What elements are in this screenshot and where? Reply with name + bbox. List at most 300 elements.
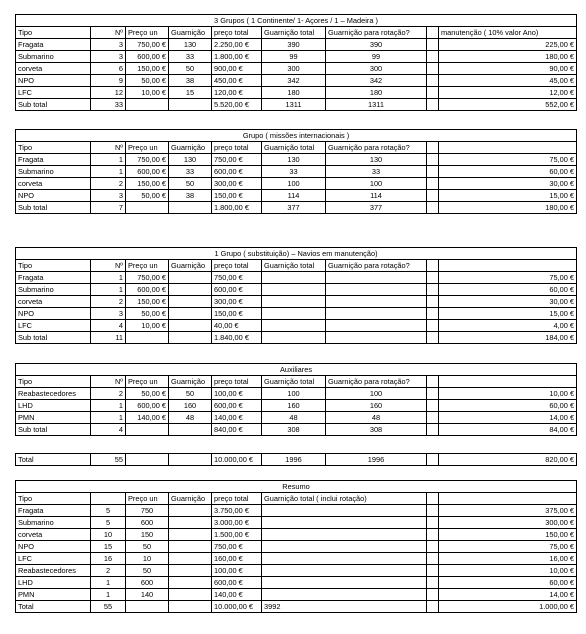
preco-un-cell: 750,00 € (126, 272, 169, 284)
guarnicao-rotacao-cell: 130 (326, 154, 427, 166)
manutencao-cell: 12,00 € (439, 87, 577, 99)
preco-total-cell: 750,00 € (212, 541, 262, 553)
guarnicao-rotacao-cell: 1996 (326, 454, 427, 466)
preco-un-cell: 600,00 € (126, 400, 169, 412)
table-row (16, 87, 577, 99)
preco-total-cell: 600,00 € (212, 166, 262, 178)
guarnicao-rotacao-cell: 390 (326, 39, 427, 51)
guarnicao-total-cell: 99 (262, 51, 326, 63)
manutencao-cell: 180,00 € (439, 51, 577, 63)
guarnicao-rotacao-cell: 100 (326, 178, 427, 190)
preco-un-cell: 600,00 € (126, 284, 169, 296)
manutencao-cell: 552,00 € (439, 99, 577, 111)
guarnicao-total-cell (262, 332, 326, 344)
preco-total-cell: 120,00 € (212, 87, 262, 99)
preco-total-cell: 1.840,00 € (212, 332, 262, 344)
spacer-cell (427, 541, 439, 553)
preco-total-cell: 300,00 € (212, 296, 262, 308)
manutencao-cell: 10,00 € (439, 388, 577, 400)
manutencao-cell: 150,00 € (439, 529, 577, 541)
preco-total-cell: 1.800,00 € (212, 202, 262, 214)
preco-total-cell: 2.250,00 € (212, 39, 262, 51)
tipo-cell: Reabastecedores (16, 388, 91, 400)
n-cell: 3 (91, 308, 126, 320)
guarnicao-rotacao-cell (326, 272, 427, 284)
guarnicao-total-cell (262, 577, 427, 589)
guarnicao-cell: 15 (169, 87, 212, 99)
table-row (16, 601, 577, 613)
table-row (16, 400, 577, 412)
guarnicao-rotacao-cell: 100 (326, 388, 427, 400)
spacer-cell (427, 154, 439, 166)
section-title: 3 Grupos ( 1 Continente/ 1- Açores / 1 – Madeira ) (16, 15, 577, 27)
header-tipo-cell: Tipo (16, 260, 91, 272)
header-row (16, 27, 577, 39)
manutencao-cell: 60,00 € (439, 166, 577, 178)
guarnicao-total-cell: 180 (262, 87, 326, 99)
preco-un-cell: 600 (126, 577, 169, 589)
guarnicao-total-cell: 130 (262, 154, 326, 166)
spacer-cell (427, 589, 439, 601)
spacer-cell (427, 577, 439, 589)
spacer-cell (427, 454, 439, 466)
guarnicao-cell (169, 553, 212, 565)
header-row (16, 493, 577, 505)
guarnicao-cell (169, 332, 212, 344)
guarnicao-cell (169, 565, 212, 577)
header-guarnicao-total-cell: Guarnição total (262, 376, 326, 388)
table-row (16, 272, 577, 284)
header-row (16, 142, 577, 154)
guarnicao-rotacao-cell: 342 (326, 75, 427, 87)
manutencao-cell: 45,00 € (439, 75, 577, 87)
manutencao-cell: 30,00 € (439, 178, 577, 190)
guarnicao-rotacao-cell: 377 (326, 202, 427, 214)
guarnicao-cell (169, 577, 212, 589)
n-cell: 1 (91, 577, 126, 589)
tipo-cell: LFC (16, 553, 91, 565)
preco-un-cell: 140,00 € (126, 412, 169, 424)
n-cell: 55 (91, 601, 126, 613)
manutencao-cell: 75,00 € (439, 272, 577, 284)
tipo-cell: corveta (16, 529, 91, 541)
spacer-cell (427, 296, 439, 308)
n-cell: 10 (91, 529, 126, 541)
tipo-cell: NPO (16, 308, 91, 320)
header-guarnicao-total-cell: Guarnição total (262, 142, 326, 154)
guarnicao-cell (169, 99, 212, 111)
spacer-cell (427, 308, 439, 320)
spacer-cell (427, 400, 439, 412)
tipo-cell: corveta (16, 63, 91, 75)
n-cell: 1 (91, 412, 126, 424)
header-preco-un-cell: Preço un (126, 260, 169, 272)
spacer-cell (427, 75, 439, 87)
section-title-row (16, 364, 577, 376)
preco-total-cell: 750,00 € (212, 272, 262, 284)
header-tipo-cell: Tipo (16, 142, 91, 154)
header-spacer-cell (427, 142, 439, 154)
preco-un-cell: 150,00 € (126, 178, 169, 190)
manutencao-cell: 84,00 € (439, 424, 577, 436)
grand-total (15, 453, 576, 466)
tipo-cell: Sub total (16, 202, 91, 214)
manutencao-cell: 1.000,00 € (439, 601, 577, 613)
header-guarnicao-cell: Guarnição (169, 27, 212, 39)
header-spacer-cell (427, 493, 439, 505)
manutencao-cell: 60,00 € (439, 400, 577, 412)
preco-un-cell: 600,00 € (126, 51, 169, 63)
guarnicao-total-cell (262, 541, 427, 553)
preco-un-cell: 50,00 € (126, 190, 169, 202)
section-table (15, 247, 577, 344)
tipo-cell: Sub total (16, 332, 91, 344)
tipo-cell: Sub total (16, 424, 91, 436)
resumo-table (15, 480, 577, 613)
guarnicao-cell (169, 454, 212, 466)
section-title: 1 Grupo ( substituição) – Navios em manutenção) (16, 248, 577, 260)
manutencao-cell: 820,00 € (439, 454, 577, 466)
manutencao-cell: 16,00 € (439, 553, 577, 565)
header-spacer-cell (427, 376, 439, 388)
table-row (16, 178, 577, 190)
n-cell: 5 (91, 505, 126, 517)
preco-total-cell: 1.800,00 € (212, 51, 262, 63)
header-tipo-cell: Tipo (16, 493, 91, 505)
guarnicao-total-cell: 114 (262, 190, 326, 202)
table-row (16, 284, 577, 296)
header-preco-total-cell: preço total (212, 493, 262, 505)
header-guarnicao-cell: Guarnição (169, 493, 212, 505)
spacer-cell (427, 166, 439, 178)
section-title-row (16, 15, 577, 27)
tipo-cell: NPO (16, 190, 91, 202)
guarnicao-rotacao-cell (326, 320, 427, 332)
guarnicao-total-cell: 390 (262, 39, 326, 51)
header-guarnicao-rotacao-cell: Guarnição para rotação? (326, 376, 427, 388)
preco-total-cell: 840,00 € (212, 424, 262, 436)
header-row (16, 376, 577, 388)
preco-un-cell (126, 332, 169, 344)
preco-un-cell: 10 (126, 553, 169, 565)
guarnicao-total-cell: 160 (262, 400, 326, 412)
preco-total-cell: 150,00 € (212, 190, 262, 202)
table-row (16, 565, 577, 577)
guarnicao-cell (169, 272, 212, 284)
header-guarnicao-cell: Guarnição (169, 260, 212, 272)
spacer-cell (427, 51, 439, 63)
section-title-row (16, 130, 577, 142)
preco-total-cell: 10.000,00 € (212, 601, 262, 613)
table-row (16, 190, 577, 202)
guarnicao-cell: 50 (169, 178, 212, 190)
guarnicao-cell (169, 296, 212, 308)
guarnicao-cell: 48 (169, 412, 212, 424)
spacer-cell (427, 412, 439, 424)
table-row (16, 51, 577, 63)
preco-un-cell: 10,00 € (126, 320, 169, 332)
preco-un-cell: 10,00 € (126, 87, 169, 99)
table-row (16, 589, 577, 601)
section-auxiliares (15, 363, 576, 436)
tipo-cell: LFC (16, 320, 91, 332)
tipo-cell: Fragata (16, 154, 91, 166)
guarnicao-cell (169, 517, 212, 529)
guarnicao-rotacao-cell: 48 (326, 412, 427, 424)
preco-total-cell: 750,00 € (212, 154, 262, 166)
table-row (16, 39, 577, 51)
guarnicao-cell (169, 320, 212, 332)
manutencao-cell: 375,00 € (439, 505, 577, 517)
table-row (16, 296, 577, 308)
guarnicao-rotacao-cell (326, 308, 427, 320)
spacer-cell (427, 505, 439, 517)
header-spacer-cell (427, 27, 439, 39)
tipo-cell: LFC (16, 87, 91, 99)
table-row (16, 202, 577, 214)
spacer-cell (427, 320, 439, 332)
preco-total-cell: 10.000,00 € (212, 454, 262, 466)
tipo-cell: Submarino (16, 517, 91, 529)
n-cell: 2 (91, 178, 126, 190)
spacer-cell (427, 388, 439, 400)
guarnicao-total-cell: 1996 (262, 454, 326, 466)
guarnicao-cell: 160 (169, 400, 212, 412)
n-cell: 16 (91, 553, 126, 565)
guarnicao-cell: 50 (169, 388, 212, 400)
guarnicao-rotacao-cell: 308 (326, 424, 427, 436)
n-cell: 3 (91, 51, 126, 63)
preco-un-cell: 150 (126, 529, 169, 541)
guarnicao-total-cell (262, 272, 326, 284)
n-cell: 15 (91, 541, 126, 553)
guarnicao-cell (169, 424, 212, 436)
guarnicao-total-cell (262, 505, 427, 517)
header-guarnicao-rotacao-cell: Guarnição para rotação? (326, 27, 427, 39)
table-row (16, 63, 577, 75)
n-cell: 11 (91, 332, 126, 344)
tipo-cell: Total (16, 454, 91, 466)
n-cell: 2 (91, 565, 126, 577)
spacer-cell (427, 601, 439, 613)
manutencao-cell: 15,00 € (439, 190, 577, 202)
section-table (15, 129, 577, 214)
guarnicao-rotacao-cell (326, 284, 427, 296)
spacer-cell (427, 63, 439, 75)
preco-total-cell: 3.000,00 € (212, 517, 262, 529)
preco-un-cell: 150,00 € (126, 296, 169, 308)
manutencao-cell: 30,00 € (439, 296, 577, 308)
guarnicao-cell: 33 (169, 51, 212, 63)
manutencao-cell: 300,00 € (439, 517, 577, 529)
manutencao-cell: 60,00 € (439, 284, 577, 296)
n-cell: 1 (91, 589, 126, 601)
total-table (15, 453, 577, 466)
tipo-cell: NPO (16, 75, 91, 87)
table-row (16, 505, 577, 517)
tipo-cell: LHD (16, 400, 91, 412)
guarnicao-cell: 33 (169, 166, 212, 178)
header-n-cell: Nº (91, 142, 126, 154)
guarnicao-total-cell: 33 (262, 166, 326, 178)
header-manutencao-cell (439, 142, 577, 154)
manutencao-cell: 60,00 € (439, 577, 577, 589)
header-n-cell: Nº (91, 376, 126, 388)
guarnicao-rotacao-cell: 1311 (326, 99, 427, 111)
guarnicao-total-cell (262, 565, 427, 577)
preco-un-cell: 750 (126, 505, 169, 517)
spacer-cell (427, 332, 439, 344)
tipo-cell: Submarino (16, 166, 91, 178)
n-cell: 4 (91, 424, 126, 436)
header-row (16, 260, 577, 272)
section-title: Auxiliares (16, 364, 577, 376)
preco-un-cell (126, 454, 169, 466)
section-missoes (15, 129, 576, 214)
header-preco-un-cell: Preço un (126, 493, 169, 505)
spacer-cell (427, 565, 439, 577)
spacer-cell (427, 553, 439, 565)
header-preco-un-cell: Preço un (126, 27, 169, 39)
manutencao-cell: 225,00 € (439, 39, 577, 51)
preco-total-cell: 1.500,00 € (212, 529, 262, 541)
section-title-row (16, 481, 577, 493)
tipo-cell: Reabastecedores (16, 565, 91, 577)
table-row (16, 332, 577, 344)
header-manutencao-cell (439, 376, 577, 388)
tipo-cell: LHD (16, 577, 91, 589)
section-title-row (16, 248, 577, 260)
spacer-cell (427, 87, 439, 99)
tipo-cell: Submarino (16, 284, 91, 296)
spacer-cell (427, 517, 439, 529)
guarnicao-cell (169, 529, 212, 541)
preco-total-cell: 40,00 € (212, 320, 262, 332)
table-row (16, 424, 577, 436)
guarnicao-cell: 130 (169, 39, 212, 51)
total-row (16, 454, 577, 466)
preco-total-cell: 900,00 € (212, 63, 262, 75)
n-cell: 5 (91, 517, 126, 529)
table-row (16, 529, 577, 541)
n-cell: 1 (91, 272, 126, 284)
n-cell: 1 (91, 400, 126, 412)
preco-total-cell: 160,00 € (212, 553, 262, 565)
manutencao-cell: 10,00 € (439, 565, 577, 577)
guarnicao-rotacao-cell: 33 (326, 166, 427, 178)
guarnicao-cell: 38 (169, 190, 212, 202)
preco-un-cell: 50,00 € (126, 388, 169, 400)
preco-total-cell: 450,00 € (212, 75, 262, 87)
tipo-cell: Fragata (16, 505, 91, 517)
header-preco-un-cell: Preço un (126, 376, 169, 388)
n-cell: 1 (91, 166, 126, 178)
tipo-cell: corveta (16, 178, 91, 190)
guarnicao-total-cell: 100 (262, 178, 326, 190)
table-row (16, 320, 577, 332)
guarnicao-total-cell: 308 (262, 424, 326, 436)
table-row (16, 577, 577, 589)
manutencao-cell: 184,00 € (439, 332, 577, 344)
section-title: Grupo ( missões internacionais ) (16, 130, 577, 142)
header-guarnicao-cell: Guarnição (169, 376, 212, 388)
guarnicao-total-cell (262, 284, 326, 296)
guarnicao-cell (169, 589, 212, 601)
n-cell: 4 (91, 320, 126, 332)
preco-total-cell: 150,00 € (212, 308, 262, 320)
preco-total-cell: 300,00 € (212, 178, 262, 190)
header-tipo-cell: Tipo (16, 376, 91, 388)
preco-un-cell: 750,00 € (126, 39, 169, 51)
table-row (16, 154, 577, 166)
spacer-cell (427, 190, 439, 202)
tipo-cell: Fragata (16, 39, 91, 51)
preco-un-cell: 50,00 € (126, 75, 169, 87)
guarnicao-rotacao-cell: 300 (326, 63, 427, 75)
preco-un-cell: 50 (126, 565, 169, 577)
n-cell: 1 (91, 284, 126, 296)
header-guarnicao-total-cell: Guarnição total (262, 27, 326, 39)
manutencao-cell: 14,00 € (439, 412, 577, 424)
manutencao-cell: 75,00 € (439, 541, 577, 553)
table-row (16, 75, 577, 87)
spacer-cell (427, 424, 439, 436)
n-cell: 33 (91, 99, 126, 111)
header-n-cell (91, 493, 126, 505)
guarnicao-cell (169, 202, 212, 214)
preco-un-cell: 150,00 € (126, 63, 169, 75)
n-cell: 3 (91, 39, 126, 51)
tipo-cell: Submarino (16, 51, 91, 63)
preco-un-cell (126, 99, 169, 111)
spacer-cell (427, 529, 439, 541)
guarnicao-cell (169, 601, 212, 613)
preco-total-cell: 5.520,00 € (212, 99, 262, 111)
header-guarnicao-rotacao-cell: Guarnição para rotação? (326, 142, 427, 154)
section-resumo (15, 480, 576, 613)
guarnicao-total-cell: 48 (262, 412, 326, 424)
manutencao-cell: 180,00 € (439, 202, 577, 214)
spacer-cell (427, 39, 439, 51)
header-manutencao-cell (439, 260, 577, 272)
table-row (16, 308, 577, 320)
tipo-cell: PMN (16, 412, 91, 424)
preco-total-cell: 140,00 € (212, 589, 262, 601)
guarnicao-total-cell: 342 (262, 75, 326, 87)
guarnicao-cell: 50 (169, 63, 212, 75)
preco-total-cell: 600,00 € (212, 284, 262, 296)
header-manutencao-cell (439, 493, 577, 505)
n-cell: 7 (91, 202, 126, 214)
header-spacer-cell (427, 260, 439, 272)
manutencao-cell: 14,00 € (439, 589, 577, 601)
guarnicao-total-cell: 100 (262, 388, 326, 400)
guarnicao-rotacao-cell: 99 (326, 51, 427, 63)
manutencao-cell: 75,00 € (439, 154, 577, 166)
preco-un-cell (126, 202, 169, 214)
preco-un-cell: 140 (126, 589, 169, 601)
guarnicao-cell (169, 505, 212, 517)
section-table (15, 14, 577, 111)
table-row (16, 541, 577, 553)
n-cell: 55 (91, 454, 126, 466)
header-preco-total-cell: preço total (212, 27, 262, 39)
guarnicao-total-cell: 377 (262, 202, 326, 214)
guarnicao-cell: 38 (169, 75, 212, 87)
tipo-cell: corveta (16, 296, 91, 308)
spacer-cell (427, 284, 439, 296)
n-cell: 9 (91, 75, 126, 87)
